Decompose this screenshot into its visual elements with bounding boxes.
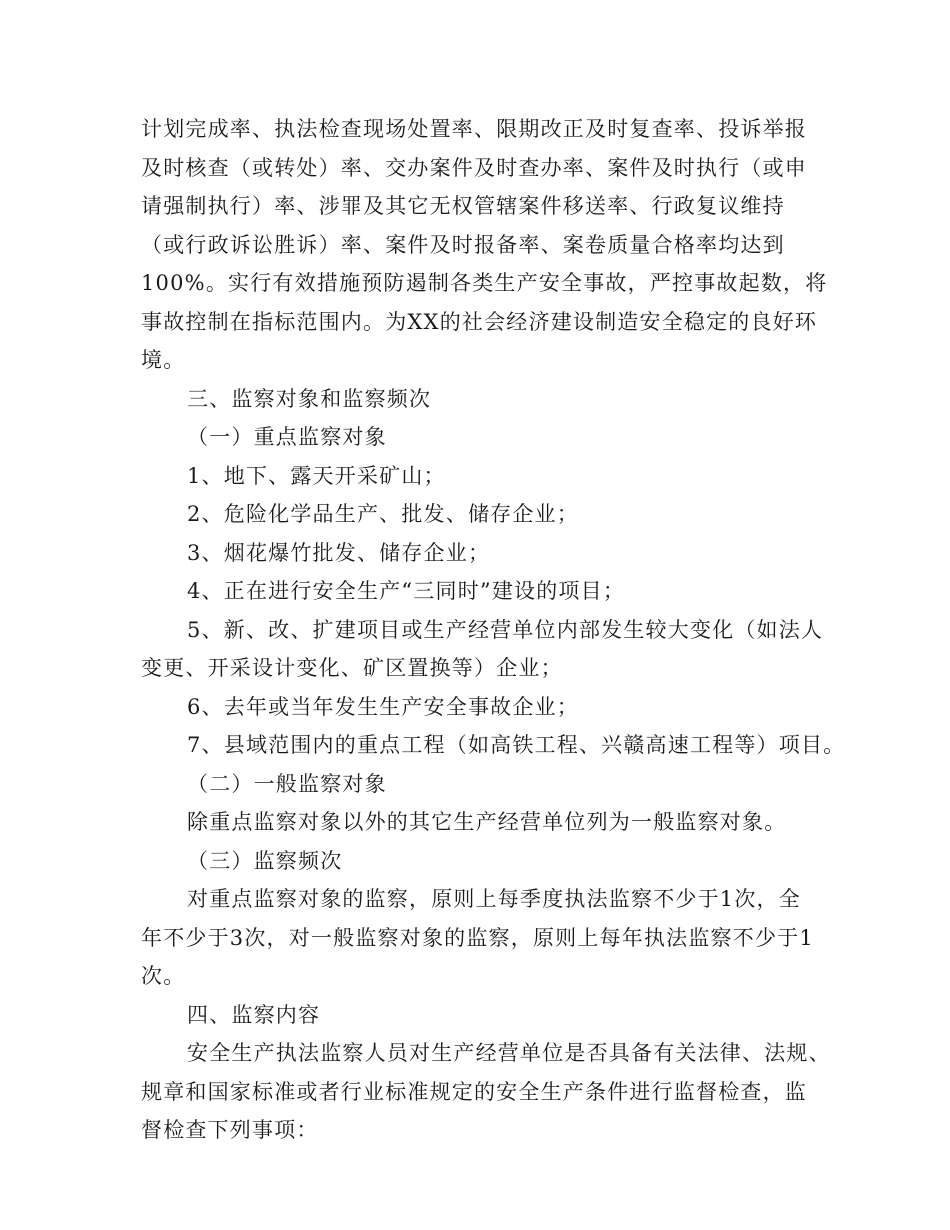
text-line-7: 境。 xyxy=(141,348,186,372)
text-line-6: 事故控制在指标范围内。为XX的社会经济建设制造安全稳定的良好环 xyxy=(141,310,818,334)
text-line-2: 及时核查（或转处）率、交办案件及时查办率、案件及时执行（或申 xyxy=(141,156,807,180)
subheading-frequency: （三）监察频次 xyxy=(187,849,343,873)
subheading-key-targets: （一）重点监察对象 xyxy=(187,425,387,449)
frequency-text-1: 对重点监察对象的监察，原则上每季度执法监察不少于1次，全 xyxy=(187,887,801,911)
list-item-6: 6、去年或当年发生生产安全事故企业； xyxy=(187,695,579,719)
list-item-5: 5、新、改、扩建项目或生产经营单位内部发生较大变化（如法人 xyxy=(187,618,824,642)
subheading-general-targets: （二）一般监察对象 xyxy=(187,772,387,796)
frequency-text-3: 次。 xyxy=(141,964,186,988)
list-item-7: 7、县域范围内的重点工程（如高铁工程、兴赣高速工程等）项目。 xyxy=(187,733,846,757)
list-item-4: 4、正在进行安全生产“三同时”建设的项目； xyxy=(187,579,626,603)
list-item-2: 2、危险化学品生产、批发、储存企业； xyxy=(187,502,579,526)
list-item-1: 1、地下、露天开采矿山； xyxy=(187,464,446,488)
general-targets-text: 除重点监察对象以外的其它生产经营单位列为一般监察对象。 xyxy=(187,810,787,834)
text-line-5: 100%。实行有效措施预防遏制各类生产安全事故，严控事故起数，将 xyxy=(141,271,828,295)
list-item-5-cont: 变更、开采设计变化、矿区置换等）企业； xyxy=(141,656,563,680)
text-line-3: 请强制执行）率、涉罪及其它无权管辖案件移送率、行政复议维持 xyxy=(141,194,785,218)
text-line-1: 计划完成率、执法检查现场处置率、限期改正及时复查率、投诉举报 xyxy=(141,117,807,141)
list-item-3: 3、烟花爆竹批发、储存企业； xyxy=(187,541,491,565)
text-line-4: （或行政诉讼胜诉）率、案件及时报备率、案卷质量合格率均达到 xyxy=(141,233,785,257)
frequency-text-2: 年不少于3次，对一般监察对象的监察，原则上每年执法监察不少于1 xyxy=(141,926,814,950)
content-text-2: 规章和国家标准或者行业标准规定的安全生产条件进行监督检查，监 xyxy=(141,1080,807,1104)
content-text-1: 安全生产执法监察人员对生产经营单位是否具备有关法律、法规、 xyxy=(187,1041,831,1065)
section-heading-3: 三、监察对象和监察频次 xyxy=(187,387,432,411)
section-heading-4: 四、监察内容 xyxy=(187,1003,321,1027)
content-text-3: 督检查下列事项： xyxy=(141,1118,319,1142)
